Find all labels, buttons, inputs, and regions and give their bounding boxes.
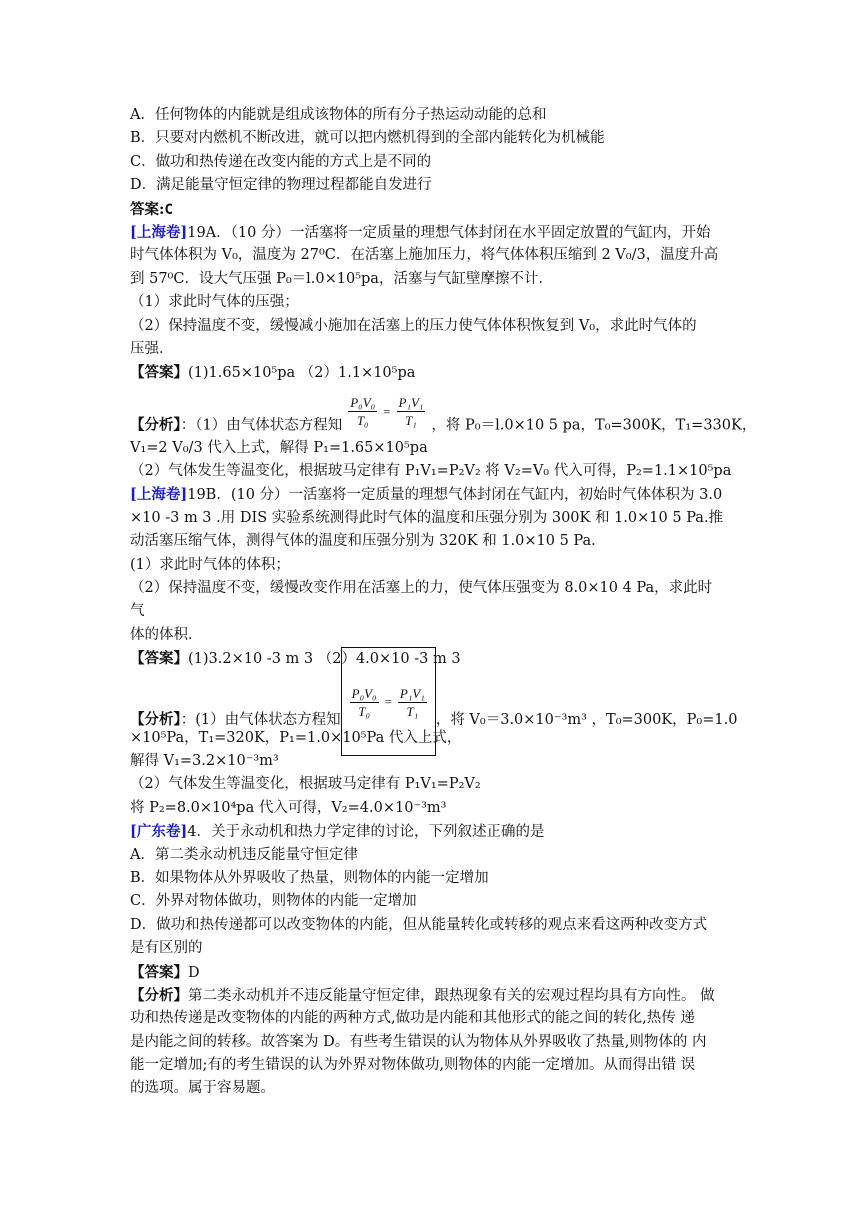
q4-analysis-5: 的选项。属于容易题。 — [130, 1080, 275, 1097]
gas-law-formula-boxed: $\frac{\text{P₀V₀}}{\text{T₀}}$ = $\frac{\text{P₁V₁}}{\text{T₁}}$ — [341, 647, 436, 756]
q4-stem: [广东卷]4．关于永动机和热力学定律的讨论，下列叙述正确的是 — [130, 823, 545, 841]
q4-analysis-3: 是内能之间的转移。故答案为 D。有些考生错误的认为物体从外界吸收了热量,则物体的 内 — [130, 1033, 707, 1050]
option-d: D．满足能量守恒定律的物理过程都能自发进行 — [130, 177, 432, 194]
q19a-answer: 【答案】(1)1.65×10⁵pa （2）1.1×10⁵pa — [130, 364, 416, 382]
source-tag: [上海卷] — [130, 486, 188, 504]
q19a-sub-1: （1）求此时气体的压强； — [130, 294, 299, 311]
q19a-analysis-2: V₁=2 V₀/3 代入上式，解得 P₁=1.65×10⁵pa — [130, 439, 428, 456]
q19a-stem-line-2: 时气体体积为 V₀，温度为 27⁰C．在活塞上施加压力，将气体体积压缩到 2 V₀/3，温度升高 — [130, 247, 719, 264]
answer-value: C — [164, 201, 174, 218]
q19a-analysis-3: （2）气体发生等温变化，根据玻马定律有 P₁V₁=P₂V₂ 将 V₂=V₀ 代入可得，P₂=1.1×10⁵pa — [130, 463, 732, 480]
q19b-sub-2a: （2）保持温度不变，缓慢改变作用在活塞上的力，使气体压强变为 8.0×10 4 Pa，求此时 — [130, 580, 713, 597]
q19a-stem-line-3: 到 57⁰C．设大气压强 P₀＝l.0×10⁵pa，活塞与气缸壁摩擦不计． — [130, 270, 553, 287]
q19b-analysis-2: ×10⁵Pa，T₁=320K，P₁=1.0×10⁵Pa 代入上式， — [130, 729, 462, 746]
q19b-analysis-1: 【分析】：(1）由气体状态方程知 $\frac{\text{P₀V₀}}{\text{T₀}}$ = $\frac{\text{P₁V₁}}{\text{T₁}}$ ，将 V₀＝3.0×10⁻³m³ ，T₀=300K，P₀=1.0 — [130, 671, 734, 727]
q19b-analysis-5: 将 P₂=8.0×10⁴pa 代入可得，V₂=4.0×10⁻³m³ — [130, 799, 447, 816]
source-tag: [广东卷] — [130, 823, 188, 841]
q4-option-c: C．外界对物体做功，则物体的内能一定增加 — [130, 893, 417, 910]
source-tag: [上海卷] — [130, 223, 188, 241]
q19b-sub-1: (1）求此时气体的体积； — [130, 556, 290, 573]
answer-line — [130, 198, 734, 221]
q19b-answer: 【答案】(1)3.2×10 -3 m 3 （2）4.0×10 -3 m 3 — [130, 650, 461, 668]
option-b: B．只要对内燃机不断改进，就可以把内燃机得到的全部内能转化为机械能 — [130, 130, 605, 147]
q4-option-d: D．做功和热传递都可以改变物体的内能，但从能量转化或转移的观点来看这两种改变方式 — [130, 916, 708, 933]
q4-analysis-2: 功和热传递是改变物体的内能的两种方式,做功是内能和其他形式的能之间的转化,热传 递 — [130, 1010, 695, 1027]
q19a-stem-line-1: [上海卷]19A．（10 分）一活塞将一定质量的理想气体封闭在水平固定放置的气缸内，开始 — [130, 223, 711, 241]
q4-analysis-4: 能一定增加;有的考生错误的认为外界对物体做功,则物体的内能一定增加。从而得出错 误 — [130, 1057, 696, 1074]
q19b-stem-line-1: [上海卷]19B．(10 分）一活塞将一定质量的理想气体封闭在气缸内，初始时气体体积为 3.0 — [130, 486, 723, 504]
answer-label: 答案: — [130, 200, 165, 218]
q4-option-b: B．如果物体从外界吸收了热量，则物体的内能一定增加 — [130, 869, 489, 886]
q4-answer: 【答案】D — [130, 963, 200, 981]
q19b-stem-line-2: ×10 -3 m 3 .用 DIS 实验系统测得此时气体的温度和压强分别为 300K 和 1.0×10 5 Pa.推 — [130, 509, 724, 526]
q19a-sub-2a: （2）保持温度不变，缓慢减小施加在活塞上的压力使气体体积恢复到 V₀，求此时气体的 — [130, 317, 697, 334]
option-c: C．做功和热传递在改变内能的方式上是不同的 — [130, 153, 432, 170]
document-page — [130, 104, 757, 1101]
q19b-analysis-4: （2）气体发生等温变化，根据玻马定律有 P₁V₁=P₂V₂ — [130, 776, 481, 793]
q19b-stem-line-3: 动活塞压缩气体，测得气体的温度和压强分别为 320K 和 1.0×10 5 Pa． — [130, 533, 606, 550]
q19b-sub-2b: 气 — [130, 603, 145, 620]
q19a-analysis-1: 【分析】：（1）由气体状态方程知 $\frac{\text{P₀V₀}}{\text{T₀}}$ = $\frac{\text{P₁V₁}}{\text{T₁}}$ ，将 P₀＝l.0×10 5 pa，T₀=300K，T₁=330K， — [130, 385, 734, 437]
q4-analysis-1: 【分析】第二类永动机并不违反能量守恒定律，跟热现象有关的宏观过程均具有方向性。 做 — [130, 986, 715, 1004]
option-a: A．任何物体的内能就是组成该物体的所有分子热运动动能的总和 — [130, 107, 547, 123]
q19a-sub-2b: 压强． — [130, 340, 174, 357]
q4-option-d-cont: 是有区别的 — [130, 940, 203, 957]
q19b-analysis-3: 解得 V₁=3.2×10⁻³m³ — [130, 752, 279, 769]
gas-law-formula: $\frac{\text{P₀V₀}}{\text{T₀}}$ = $\frac{\text{P₁V₁}}{\text{T₁}}$ — [350, 395, 424, 429]
q4-option-a: A．第二类永动机违反能量守恒定律 — [130, 846, 358, 863]
q19b-sub-2c: 体的体积． — [130, 626, 203, 643]
